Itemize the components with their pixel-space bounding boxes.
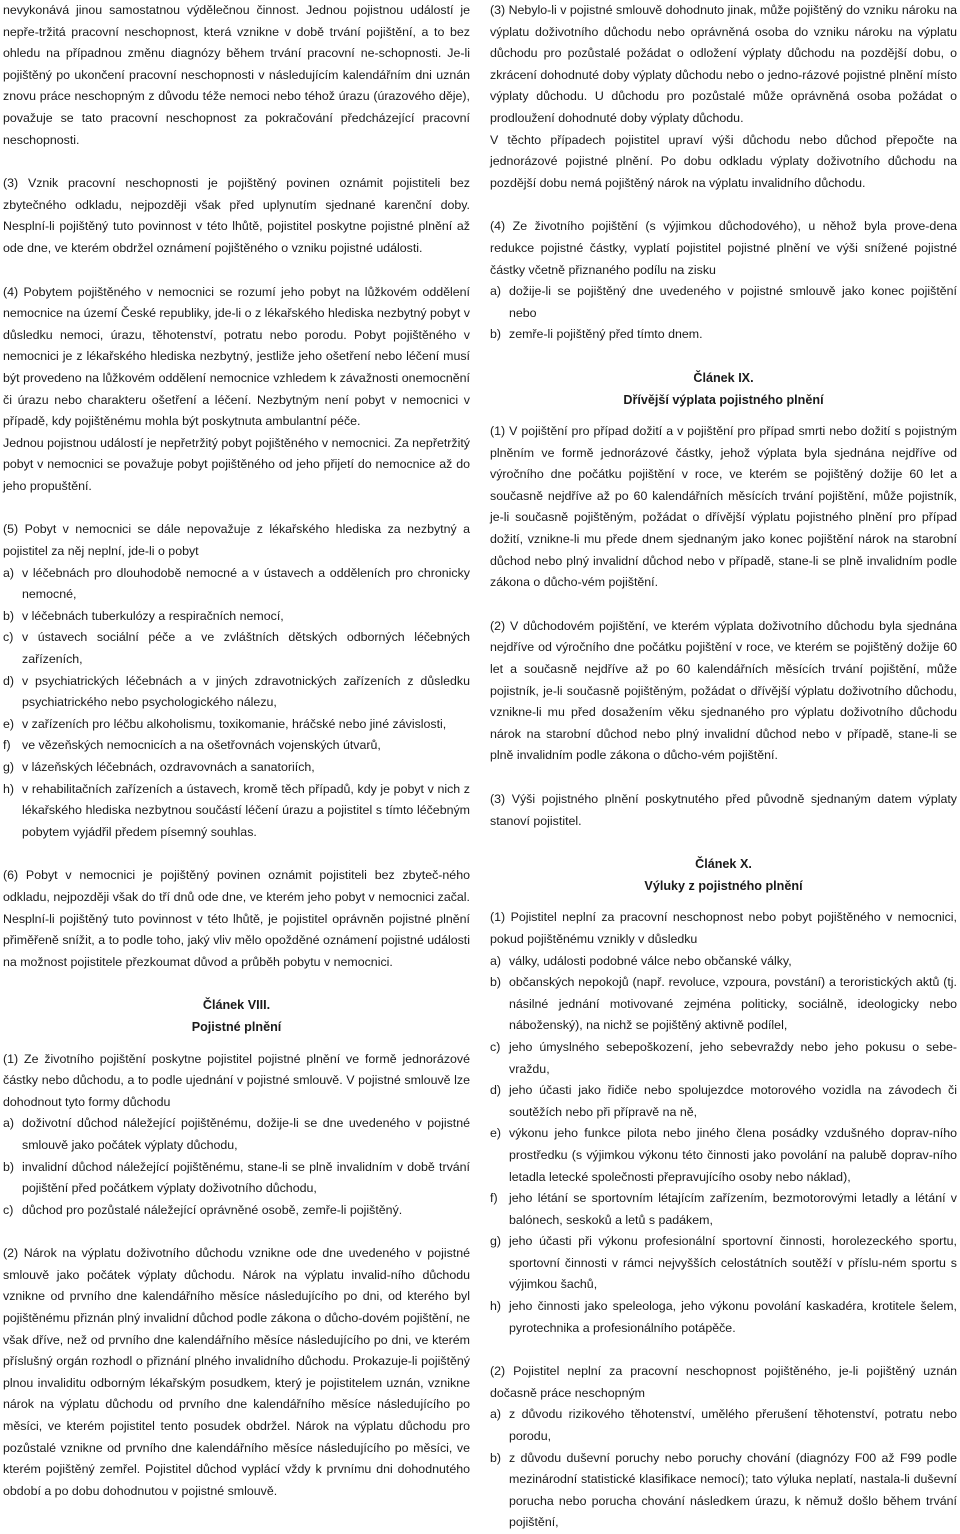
list-item: b) zemře-li pojištěný před tímto dnem. [490,327,703,342]
paragraph-10-2-intro: (2) Pojistitel neplní za pracovní neschopnost pojištěného, je-li pojištěný uznán dočasně práce neschopným [490,1364,957,1400]
list-item: g) v lázeňských léčebnách, ozdravovnách a sanatoriích, [3,760,315,774]
article-9-title: Článek IX. [693,370,754,385]
paragraph-10-1-list [490,951,957,1340]
list-item: a) doživotní důchod náležející pojištěnému, dožije-li se dne uvedeného v pojistné smlouvě jako počátek výplaty důchodu, [3,1116,470,1152]
list-item: g) jeho účasti při výkonu profesionální sportovní činnosti, horolezeckého sportu, sportovní činnosti v rámci nejvyšších celostátních soutěží v příslu-ném sportu s výjimkou šachů, [490,1234,957,1292]
list-item: b) v léčebnách tuberkulózy a respiračních nemocí, [3,608,284,623]
list-item: a) dožije-li se pojištěný dne uvedeného v pojistné smlouvě jako konec pojištění nebo [490,284,957,320]
paragraph-8-2: (2) Nárok na výplatu doživotního důchodu vznikne ode dne uvedeného v pojistné smlouvě jako počátek výplaty důchodu. Nárok na výplatu invalid-ního důchodu vznikne od prvního dne kalendářního měsíce následujícího po dni, od kterého byl pojištěnému přiznán plný invalidní důchod podle zákona o důcho-dovém pojištění, ne však dříve, než od prvního dne kalendářního měsíce následujícího po dni, ve kterém příslušný orgán rozhodl o přiznání plného invalidního důchodu. Prokazuje-li pojištěný plnou invaliditu odborným lékařským posudkem, který je pojistitelem uznán, vznikne nárok na výplatu důchodu od prvního dne kalendářního měsíce následujícího po měsíci, ve kterém pojistitel tento posudek obdržel. Nárok na výplatu důchodu pro pozůstalé vznikne od prvního dne kalendářního měsíce následujícího po měsíci, ve kterém pojištěný zemřel. Pojistitel důchod vyplácí vždy k prvnímu dni dohodnutého období a po dobu dohodnutou v pojistné smlouvě. [3,1246,470,1498]
left-column [3,0,470,1502]
paragraph-8-4-list [490,281,957,346]
article-9-subtitle: Dřívější výplata pojistného plnění [623,392,824,407]
list-item: b) invalidní důchod náležející pojištěnému, stane-li se plně invalidním v době trvání pojištění před počátkem výplaty doživotního důchodu, [3,1159,470,1196]
list-item: d) v psychiatrických léčebnách a v jiných zdravotnických zařízeních z důsledku psychiatrického nebo psychologického nálezu, [3,673,470,710]
paragraph-7-5-intro: (5) Pobyt v nemocnici se dále nepovažuje z lékařského hlediska za nezbytný a pojistitel za něj neplní, jde-li o pobyt [3,522,470,559]
paragraph-9-3: (3) Výši pojistného plnění poskytnutého před původně sjednaným datem výplaty stanoví pojistitel. [490,792,957,828]
paragraph-10-1-intro: (1) Pojistitel neplní za pracovní neschopnost nebo pobyt pojištěného v nemocnici, pokud pojištěnému vznikly v důsledku [490,910,957,946]
paragraph-7-3: (3) Vznik pracovní neschopnosti je pojištěný povinen oznámit pojistiteli bez zbytečného odkladu, nejpozději však před uplynutím sjednané karenční doby. Nesplní-li pojištěný tuto povinnost v této lhůtě, pojistitel poskytne pojistné plnění až ode dne, ve kterém obdržel oznámení pojištěného o vzniku pojistné události. [3,176,470,255]
article-8-title: Článek VIII. [202,998,271,1013]
paragraph-continuation: nevykonává jinou samostatnou výdělečnou činnost. Jednou pojistnou událostí je nepře-tržitá pracovní neschopnost, která vznikne v době trvání pojištění, a to bez ohledu na případnou změnu diagnózy během trvání pracovní ne-schopnosti. Je-li pojištěný po ukončení pracovní neschopnosti v následujícím kalendářním dni uznán znovu práce neschopným z důvodu téže nemoci nebo téhož úrazu (úrazového děje), považuje se tato pracovní neschopnost za pokračování předcházející pracovní neschopnosti. [3,3,470,147]
list-item: e) v zařízeních pro léčbu alkoholismu, toxikomanie, hráčské nebo jiné závislosti, [3,716,447,731]
list-item: f) ve vězeňských nemocnicích a na ošetřovnách vojenských útvarů, [3,738,381,753]
paragraph-7-6: (6) Pobyt v nemocnici je pojištěný povinen oznámit pojistiteli bez zbyteč-ného odkladu, nejpozději však do tří dnů ode dne, ve kterém jeho pobyt v nemocnici začal. Nesplní-li pojištěný tuto povinnost v této lhůtě, je pojistitel oprávněn pojistné plnění přiměřeně snížit, a to podle toho, jaký vliv mělo opožděné oznámení pojistné události na možnost pojistitele přezkoumat důvod a průběh pobytu v nemocnici. [3,868,470,969]
list-item: e) výkonu jeho funkce pilota nebo jiného člena posádky vzdušného doprav-ního prostředku (s výjimkou výkonu této činnosti jako povolání na palubě doprav-ního letadla letecké společnosti přepravujícího osoby nebo náklad), [490,1126,957,1184]
list-item: b) z důvodu duševní poruchy nebo poruchy chování (diagnózy F00 až F99 podle mezinárodní statistické klasifikace nemocí); tato výluka neplatí, nastala-li duševní porucha nebo porucha chování následkem úrazu, k němuž došlo během trvání pojištění, [490,1450,957,1530]
paragraph-8-1-list [3,1113,470,1221]
article-8-subtitle: Pojistné plnění [191,1019,282,1034]
paragraph-8-3: (3) Nebylo-li v pojistné smlouvě dohodnuto jinak, může pojištěný do vzniku nároku na výplatu doživotního důchodu nebo oprávněná osoba do vzniku nároku na výplatu důchodu pro pozůstalé požádat o odložení výplaty důchodu na pozdější dobu, o zkrácení dohodnuté doby výplaty důchodu nebo o jedno-rázové pojistné plnění místo výplaty důchodu. U důchodu pro pozůstalé může oprávněná osoba požádat o prodloužení dohodnuté doby výplaty důchodu. V těchto případech pojistitel upraví výši důchodu nebo důchod přepočte na jednorázové pojistné plnění. Po dobu odkladu výplaty doživotního důchodu na pozdější dobu nemá pojištěný nárok na výplatu invalidního důchodu. [490,3,957,190]
list-item: h) jeho činnosti jako speleologa, jeho výkonu povolání kaskadéra, krotitele šelem, pyrotechnika a profesionálního potápěče. [490,1299,957,1335]
list-item: a) v léčebnách pro dlouhodobě nemocné a v ústavech a odděleních pro chronicky nemocné, [3,565,470,602]
paragraph-8-4-intro: (4) Ze životního pojištění (s výjimkou důchodového), u něhož byla prove-dena redukce pojistné částky, vyplatí pojistitel pojistné plnění ve výši snížené pojistné částky včetně přiznaného podílu na zisku [490,219,957,277]
paragraph-10-2-list [490,1404,957,1534]
paragraph-7-4: (4) Pobytem pojištěného v nemocnici se rozumí jeho pobyt na lůžkovém oddělení nemocnice na území České republiky, jde-li o z lékařského hlediska nezbytný pobyt v důsledku nemoci, úrazu, těhotenství, potratu nebo porodu. Pobyt pojištěného v nemocnici je z lékařského hlediska nezbytný, jestliže jeho ošetření nebo léčení musí být provedeno na lůžkovém oddělení nemocnice vzhledem k závažnosti onemocnění či úrazu nebo charakteru ošetření a léčení. Nezbytným není pobyt v nemocnici v případě, kdy pojištěnému mohla být poskytnuta ambulantní péče. Jednou pojistnou událostí je nepřetržitý pobyt pojištěného v nemocnici. Za nepřetržitý pobyt v nemocnici se považuje pobyt pojištěného od jeho přijetí do nemocnice až do jeho propuštění. [3,284,470,493]
paragraph-9-2: (2) V důchodovém pojištění, ve kterém výplata doživotního důchodu byla sjednána nejdříve od výročního dne počátku pojištění v roce, ve kterém se pojištěný dožije 60 let a současně nejdříve až po 60 kalendářních měsících trvání pojištění, může pojistník, je-li současně pojištěným, požádat o dřívější výplatu doživotního důchodu, vznikne-li mu před dosažením věku sjednaného pro výplatu doživotního důchodu nárok na starobní důchod nebo plný invalidní důchod nebo v případě, stane-li se plně invalidním podle zákona o důcho-vém pojištění. [490,618,957,763]
list-item: c) v ústavech sociální péče a ve zvláštních dětských odborných léčebných zařízeních, [3,630,470,667]
list-item: d) jeho účasti jako řidiče nebo spolujezdce motorového vozidla na závodech či soutěžích nebo při přípravě na ně, [490,1083,957,1119]
list-item: c) důchod pro pozůstalé náležející oprávněné osobě, zemře-li pojištěný. [3,1202,403,1217]
paragraph-7-5-list [3,563,470,844]
list-item: b) občanských nepokojů (např. revoluce, vzpoura, povstání) a teroristických aktů (tj. násilné jednání motivované zejména politicky, sociálně, ideologicky nebo náboženský), na nichž se pojištěný aktivně podílel, [490,975,957,1033]
article-10-subtitle: Výluky z pojistného plnění [644,878,803,893]
paragraph-9-1: (1) V pojištění pro případ dožití a v pojištění pro případ smrti nebo dožití s pojistným plněním ve formě jednorázové částky, jehož výplata byla sjednána nejdříve od výročního dne počátku pojištění v roce, ve kterém se pojištěný dožije 60 let a současně nejdříve až po 60 kalendářních měsících trvání pojištění, může pojistník, je-li současně pojištěným, požádat o dřívější výplatu pojistného plnění pro případ dožití, vznikne-li mu přede dnem sjednaným jako konec pojištění nárok na starobní důchod nebo plný invalidní důchod nebo v případě, stane-li se plně invalidním podle zákona o důcho-vém pojištění. [490,424,957,590]
right-column [490,0,957,1534]
article-10-title: Článek X. [695,857,752,872]
list-item: c) jeho úmyslného sebepoškození, jeho sebevraždy nebo jeho pokusu o sebe-vraždu, [490,1039,957,1076]
list-item: h) v rehabilitačních zařízeních a ústavech, kromě těch případů, kdy je pobyt v nich z lékařského hlediska nezbytnou součástí léčení úrazu a pojistitel s tímto léčebným pobytem vyjádřil předem písemný souhlas. [3,781,470,839]
list-item: f) jeho létání se sportovním létajícím zařízením, bezmotorovými letadly a létání v balónech, seskoků a letů s padákem, [490,1191,957,1227]
paragraph-8-1-intro: (1) Ze životního pojištění poskytne pojistitel pojistné plnění ve formě jednorázové částky nebo důchodu, a to podle ujednání v pojistné smlouvě. V pojistné smlouvě lze dohodnout tyto formy důchodu [3,1051,470,1109]
list-item: a) války, události podobné válce nebo občanské války, [490,953,792,968]
list-item: a) z důvodu rizikového těhotenství, umělého přerušení těhotenství, potratu nebo porodu, [490,1407,957,1444]
